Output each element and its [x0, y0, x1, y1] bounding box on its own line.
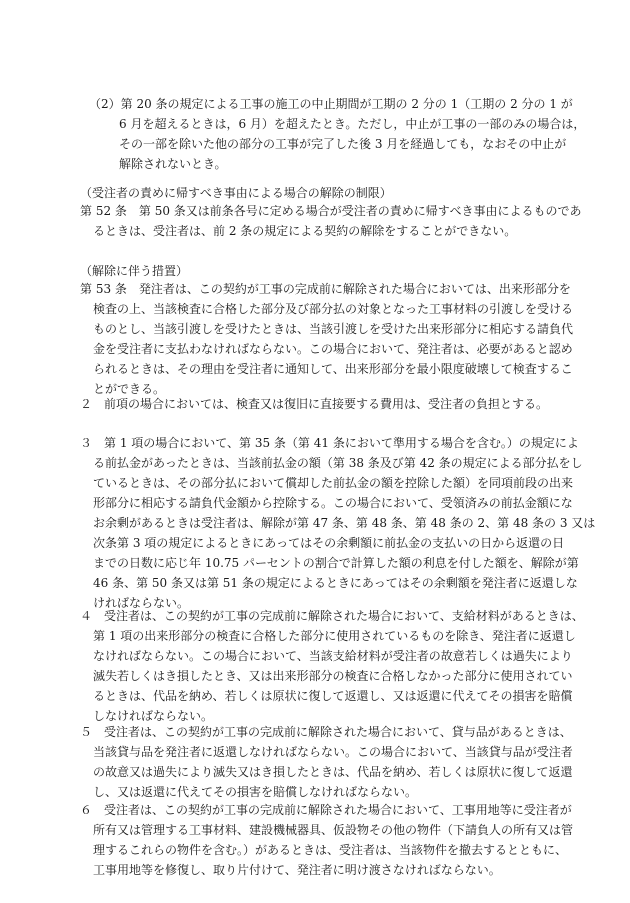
paragraph-6-line: 所有又は管理する工事材料、建設機械器具、仮設物その他の物件（下請負人の所有又は管	[93, 823, 574, 837]
article-52	[80, 201, 582, 241]
paragraph-3-line: ているときは、その部分払において償却した前払金の額を控除した額）を同項前段の出来	[93, 476, 574, 490]
paragraph-3-line: 46 条、第 50 条又は第 51 条の規定によるときにあってはその余剰額を発注者に返還しな	[93, 576, 578, 590]
article-53-line: 第 53 条 発注者は、この契約が工事の完成前に解除された場合においては、出来形部分を	[80, 282, 571, 296]
paragraph-3-line: 形部分に相応する請負代金額から控除する。この場合において、受領済みの前払金額にな	[93, 496, 573, 510]
paragraph-5-line: し、又は返還に代えてその損害を賠償しなければならない。	[93, 785, 418, 799]
paragraph-4-line: 第 1 項の出来形部分の検査に合格した部分に使用されているものを除き、発注者に返還し	[93, 629, 576, 643]
item-2-line: 6 月を超えるときは，6 月）を超えたとき。ただし，中止が工事の一部のみの場合は，	[119, 117, 586, 131]
paragraph-2-line: ２ 前項の場合においては、検査又は復旧に直接要する費用は、受注者の負担とする。	[80, 397, 549, 411]
paragraph-3-line: る前払金があったときは、当該前払金の額（第 38 条及び第 42 条の規定による部分払をし	[93, 456, 583, 470]
article-53-line: とができる。	[93, 382, 166, 396]
paragraph-3-line: ければならない。	[93, 596, 190, 610]
item-2-line: （2）第 20 条の規定による工事の施工の中止期間が工期の 2 分の 1（工期の 2 分の 1 が	[89, 97, 573, 111]
paragraph-4-line: しなければならない。	[93, 709, 214, 723]
paragraph-5	[80, 722, 573, 802]
article-52-line: るときは、受注者は、前 2 条の規定による契約の解除をすることができない。	[93, 224, 517, 238]
paragraph-6-line: 理するこれらの物件を含む。）があるときは、受注者は、当該物件を撤去するとともに、	[93, 843, 568, 857]
paragraph-4-line: 滅失若しくはき損したとき、又は出来形部分の検査に合格しなかった部分に使用されてい	[93, 669, 573, 683]
article-53-line: 検査の上、当該検査に合格した部分及び部分払の対象となった工事材料の引渡しを受ける	[93, 302, 574, 316]
article-53-line: 金を受注者に支払わなければならない。この場合において、発注者は、必要があると認め	[93, 342, 573, 356]
paragraph-3-line: 次条第 3 項の規定によるときにあってはその余剰額に前払金の支払いの日から返還の日	[93, 536, 565, 550]
heading-article-52: （受注者の責めに帰すべき事由による場合の解除の制限）	[80, 186, 392, 200]
paragraph-6	[80, 800, 573, 880]
item-2	[89, 94, 585, 174]
paragraph-2	[80, 394, 548, 414]
article-53	[80, 279, 573, 399]
paragraph-5-line: ５ 受注者は、この契約が工事の完成前に解除された場合において、貸与品があるときは、	[80, 725, 572, 739]
article-52-line: 第 52 条 第 50 条又は前条各号に定める場合が受注者の責めに帰すべき事由によるものであ	[80, 204, 582, 218]
heading-article-53: （解除に伴う措置）	[80, 264, 189, 278]
paragraph-3-line: お余剰があるときは受注者は、解除が第 47 条、第 48 条、第 48 条の 2、第 48 条の 3 又は	[93, 516, 596, 530]
paragraph-6-line: ６ 受注者は、この契約が工事の完成前に解除された場合において、工事用地等に受注者が	[80, 803, 572, 817]
article-53-line: ものとし、当該引渡しを受けたときは、当該引渡しを受けた出来形部分に相応する請負代	[93, 322, 574, 336]
paragraph-4-line: なければならない。この場合において、当該支給材料が受注者の故意若しくは過失により	[93, 649, 573, 663]
paragraph-4-line: ４ 受注者は、この契約が工事の完成前に解除された場合において、支給材料があるときは、	[80, 609, 584, 623]
paragraph-5-line: 当該貸与品を発注者に返還しなければならない。この場合において、当該貸与品が受注者	[93, 745, 573, 759]
paragraph-4	[80, 606, 584, 726]
item-2-line: その一部を除いた他の部分の工事が完了した後 3 月を経過しても，なおその中止が	[119, 137, 567, 151]
item-2-line: 解除されないとき。	[119, 157, 227, 171]
paragraph-3-line: までの日数に応じ年 10.75 パーセントの割合で計算した額の利息を付した額を、解除が第	[93, 556, 579, 570]
paragraph-4-line: るときは、代品を納め、若しくは原状に復して返還し、又は返還に代えてその損害を賠償	[93, 689, 573, 703]
paragraph-6-line: 工事用地等を修復し、取り片付けて、発注者に明け渡さなければならない。	[93, 863, 501, 877]
paragraph-3	[80, 433, 595, 613]
paragraph-5-line: の故意又は過失により滅失又はき損したときは、代品を納め、若しくは原状に復して返還	[93, 765, 573, 779]
paragraph-3-line: ３ 第 1 項の場合において、第 35 条（第 41 条において準用する場合を含む。）の規定によ	[80, 436, 579, 450]
article-53-line: られるときは、その理由を受注者に通知して、出来形部分を最小限度破壊して検査するこ	[93, 362, 573, 376]
